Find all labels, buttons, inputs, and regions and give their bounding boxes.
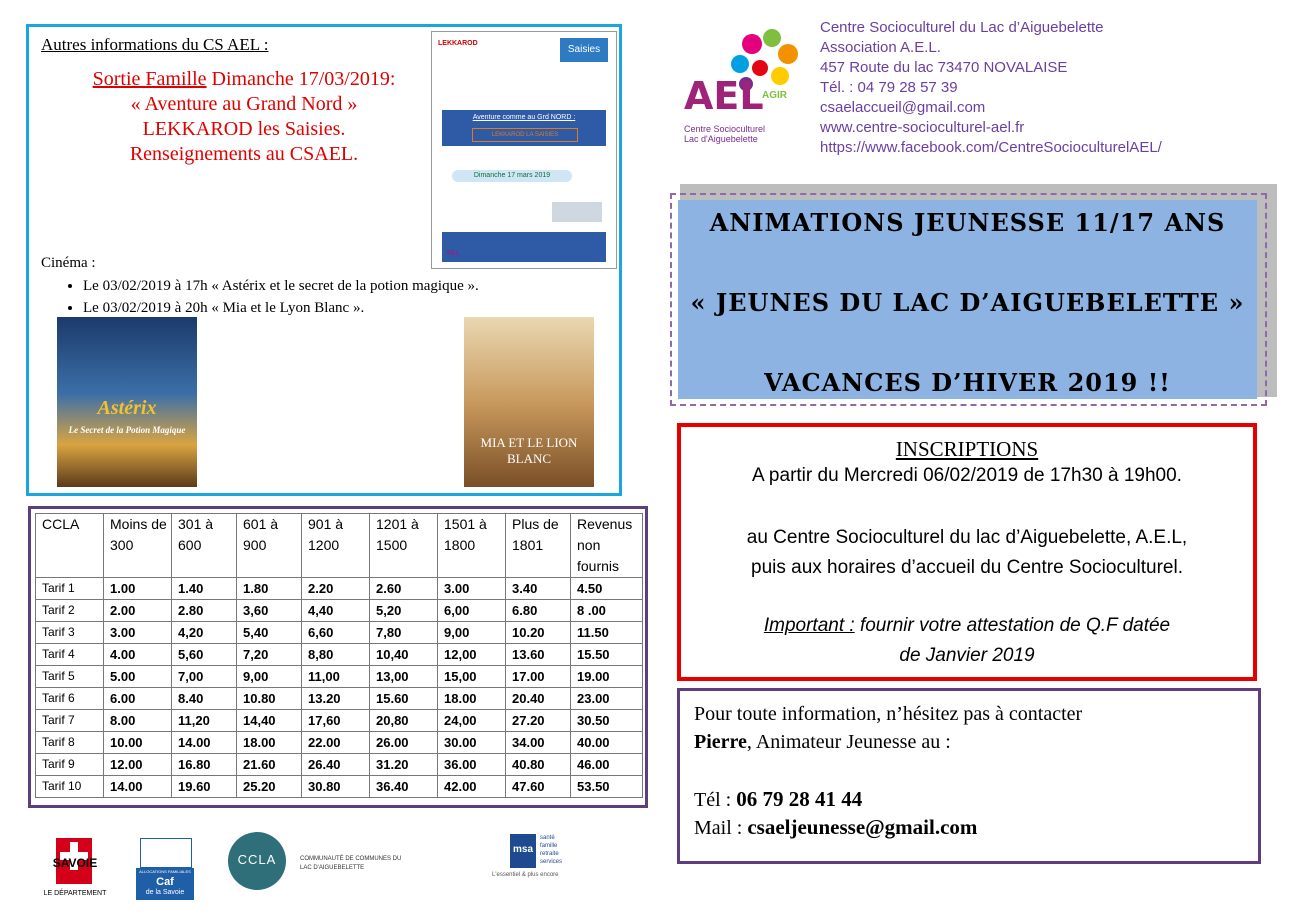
org-phone: Tél. : 04 79 28 57 39: [820, 79, 958, 96]
ccla-line-2: LAC D'AIGUEBELETTE: [300, 865, 365, 871]
msa-word: services: [540, 859, 563, 865]
tarif-cell: 6.00: [104, 688, 172, 710]
tarif-cell: 10,40: [370, 644, 438, 666]
tarif-label: Tarif 9: [36, 754, 104, 776]
table-row: [36, 578, 643, 600]
tarif-cell: 5,20: [370, 600, 438, 622]
inscriptions-hours: puis aux horaires d’accueil du Centre Socioculturel.: [751, 557, 1183, 578]
tel-label: Tél :: [694, 789, 737, 811]
tarif-cell: 13,00: [370, 666, 438, 688]
tarif-cell: 1.00: [104, 578, 172, 600]
tarif-cell: 4,40: [302, 600, 370, 622]
tarif-label: Tarif 5: [36, 666, 104, 688]
tarif-label: Tarif 7: [36, 710, 104, 732]
ael-logo-sub-2: Lac d'Aiguebelette: [684, 134, 758, 144]
tarif-cell: 5,40: [237, 622, 302, 644]
sortie-famille: [29, 67, 459, 167]
tarif-cell: 15.60: [370, 688, 438, 710]
tarif-cell: 10.20: [506, 622, 571, 644]
tarif-cell: 26.00: [370, 732, 438, 754]
tarif-cell: 16.80: [172, 754, 237, 776]
tarif-cell: 14,40: [237, 710, 302, 732]
tarif-cell: 3.40: [506, 578, 571, 600]
table-header-row: [36, 514, 643, 578]
ael-logo-sub-1: Centre Socioculturel: [684, 124, 766, 134]
tarif-label: Tarif 4: [36, 644, 104, 666]
msa-word: santé: [540, 835, 555, 841]
tarif-cell: 12.00: [104, 754, 172, 776]
tarif-cell: 40.00: [571, 732, 643, 754]
column-header: CCLA: [36, 514, 104, 578]
tarif-cell: 2.20: [302, 578, 370, 600]
msa-name: msa: [512, 844, 533, 855]
asterix-poster: [57, 317, 197, 487]
ccla-logo: [228, 832, 428, 892]
org-name: Centre Socioculturel du Lac d’Aiguebelette: [820, 19, 1104, 36]
tarif-label: Tarif 6: [36, 688, 104, 710]
flyer-sled-photo: [552, 202, 602, 222]
tarif-cell: 17,60: [302, 710, 370, 732]
animations-period: VACANCES D’HIVER 2019 !!: [764, 368, 1171, 397]
tarif-cell: 40.80: [506, 754, 571, 776]
org-email[interactable]: csaelaccueil@gmail.com: [820, 99, 986, 116]
tarif-cell: 18.00: [237, 732, 302, 754]
tarif-cell: 11,20: [172, 710, 237, 732]
tarif-label: Tarif 2: [36, 600, 104, 622]
tarif-cell: 7,20: [237, 644, 302, 666]
tarif-cell: 2.80: [172, 600, 237, 622]
animations-title: ANIMATIONS JEUNESSE 11/17 ANS: [709, 208, 1226, 237]
tarif-cell: 4.00: [104, 644, 172, 666]
savoie-subtitle: LE DÉPARTEMENT: [43, 890, 107, 897]
flyer-header-band: [442, 110, 606, 146]
tarif-cell: 18.00: [438, 688, 506, 710]
tarif-cell: 36.40: [370, 776, 438, 798]
flyer-headline: Aventure comme au Grd NORD :: [472, 114, 576, 121]
msa-word: famille: [540, 843, 558, 849]
tarif-cell: 15.50: [571, 644, 643, 666]
savoie-logo: [44, 838, 106, 900]
organization-info: [820, 18, 1162, 158]
ccla-acronym: CCLA: [237, 852, 277, 867]
cinema-item: • Le 03/02/2019 à 17h « Astérix et le secret de la potion magique ».: [83, 275, 479, 297]
ael-logo-text: AEL: [684, 74, 764, 118]
org-facebook[interactable]: https://www.facebook.com/CentreSocioculturelAEL/: [820, 139, 1162, 156]
tarif-table: [35, 513, 643, 798]
org-address: 457 Route du lac 73470 NOVALAISE: [820, 59, 1068, 76]
tarif-cell: 9,00: [438, 622, 506, 644]
table-row: [36, 688, 643, 710]
column-header: 901 à 1200: [302, 514, 370, 578]
mail-value[interactable]: csaeljeunesse@gmail.com: [747, 815, 978, 839]
org-website[interactable]: www.centre-socioculturel-ael.fr: [820, 119, 1025, 136]
tarif-cell: 23.00: [571, 688, 643, 710]
tarif-cell: 6.80: [506, 600, 571, 622]
tarif-cell: 13.60: [506, 644, 571, 666]
sortie-line-1: « Aventure au Grand Nord »: [130, 93, 358, 115]
ael-logo-agir: AGIR: [762, 90, 787, 101]
tarif-cell: 3.00: [104, 622, 172, 644]
savoie-name: SAVOIE: [52, 856, 98, 870]
table-row: [36, 754, 643, 776]
poster1-subtitle: Le Secret de la Potion Magique: [68, 425, 186, 435]
tarif-cell: 12,00: [438, 644, 506, 666]
tarif-cell: 4,20: [172, 622, 237, 644]
tarif-cell: 30.00: [438, 732, 506, 754]
inscriptions-title: INSCRIPTIONS: [895, 437, 1039, 461]
poster1-title: Astérix: [97, 397, 157, 419]
tarif-cell: 10.80: [237, 688, 302, 710]
tel-value: 06 79 28 41 44: [736, 787, 863, 811]
tarif-cell: 19.00: [571, 666, 643, 688]
table-row: [36, 622, 643, 644]
caf-family-icon: [140, 838, 192, 868]
column-header: 1501 à 1800: [438, 514, 506, 578]
caf-logo: [136, 838, 194, 900]
tarif-cell: 2.00: [104, 600, 172, 622]
table-row: [36, 776, 643, 798]
tarif-cell: 31.20: [370, 754, 438, 776]
inscriptions-place: au Centre Socioculturel du lac d’Aiguebelette, A.E.L,: [746, 527, 1188, 548]
flyer-ael-logo: AEL: [446, 250, 460, 257]
caf-name: Caf: [156, 876, 174, 888]
tarif-cell: 24,00: [438, 710, 506, 732]
tarif-cell: 46.00: [571, 754, 643, 776]
column-header: 301 à 600: [172, 514, 237, 578]
mail-label: Mail :: [694, 817, 748, 839]
tarif-cell: 30.50: [571, 710, 643, 732]
tarif-cell: 7,00: [172, 666, 237, 688]
flyer-date: Dimanche 17 mars 2019: [452, 170, 572, 182]
column-header: 1201 à 1500: [370, 514, 438, 578]
contact-person: [694, 731, 951, 754]
tarif-label: Tarif 3: [36, 622, 104, 644]
tarif-cell: 19.60: [172, 776, 237, 798]
column-header: Revenus non fournis: [571, 514, 643, 578]
flyer-brand-right: Saisies: [560, 38, 608, 62]
ccla-circle-icon: [228, 832, 286, 890]
animations-group: « JEUNES DU LAC D’AIGUEBELETTE »: [690, 288, 1245, 317]
contact-name: Pierre: [694, 731, 747, 753]
tarif-cell: 8 .00: [571, 600, 643, 622]
info-title: Autres informations du CS AEL :: [41, 35, 269, 54]
tarif-cell: 20.40: [506, 688, 571, 710]
tarif-cell: 11,00: [302, 666, 370, 688]
important-line-2: de Janvier 2019: [899, 645, 1035, 666]
contact-role: , Animateur Jeunesse au :: [746, 731, 951, 753]
tarif-cell: 30.80: [302, 776, 370, 798]
msa-tagline: L'essentiel & plus encore: [492, 872, 559, 878]
important-text: fournir votre attestation de Q.F datée: [854, 615, 1171, 636]
tarif-cell: 9,00: [237, 666, 302, 688]
tarif-table-body: [36, 578, 643, 798]
tarif-label: Tarif 8: [36, 732, 104, 754]
poster2-title: MIA ET LE LION BLANC: [480, 435, 578, 466]
column-header: Moins de 300: [104, 514, 172, 578]
tarif-cell: 6,00: [438, 600, 506, 622]
inscriptions-box: [677, 423, 1257, 681]
tarif-cell: 4.50: [571, 578, 643, 600]
ccla-line-1: COMMUNAUTÉ DE COMMUNES DU: [300, 856, 402, 862]
tarif-cell: 36.00: [438, 754, 506, 776]
sortie-date: Dimanche 17/03/2019:: [206, 68, 396, 90]
sortie-label: Sortie Famille: [92, 68, 207, 90]
tarif-cell: 6,60: [302, 622, 370, 644]
tarif-cell: 7,80: [370, 622, 438, 644]
flyer-subline: LEKKAROD LA SAISIES: [472, 128, 578, 142]
org-association: Association A.E.L.: [820, 39, 941, 56]
ael-logo: [680, 24, 810, 154]
tarif-cell: 42.00: [438, 776, 506, 798]
mia-poster: [464, 317, 594, 487]
table-row: [36, 644, 643, 666]
table-row: [36, 710, 643, 732]
tarif-cell: 2.60: [370, 578, 438, 600]
tarif-label: Tarif 1: [36, 578, 104, 600]
table-row: [36, 600, 643, 622]
tarif-cell: 20,80: [370, 710, 438, 732]
tarif-cell: 8.00: [104, 710, 172, 732]
tarif-cell: 3,60: [237, 600, 302, 622]
tarif-cell: 22.00: [302, 732, 370, 754]
column-header: Plus de 1801: [506, 514, 571, 578]
contact-phone: [694, 787, 862, 812]
tarif-cell: 53.50: [571, 776, 643, 798]
tarif-cell: 17.00: [506, 666, 571, 688]
tarif-cell: 5.00: [104, 666, 172, 688]
tarif-label: Tarif 10: [36, 776, 104, 798]
tarif-cell: 15,00: [438, 666, 506, 688]
caf-allocations: ALLOCATIONS FAMILIALES: [139, 869, 191, 874]
tarif-cell: 10.00: [104, 732, 172, 754]
tarif-cell: 21.60: [237, 754, 302, 776]
inscriptions-date: A partir du Mercredi 06/02/2019 de 17h30 à 19h00.: [752, 465, 1182, 486]
sortie-line-3: Renseignements au CSAEL.: [129, 143, 359, 165]
flyer-footer-band: [442, 232, 606, 262]
tarif-cell: 34.00: [506, 732, 571, 754]
tarif-cell: 3.00: [438, 578, 506, 600]
tarif-cell: 13.20: [302, 688, 370, 710]
tarif-cell: 27.20: [506, 710, 571, 732]
tarif-cell: 8,80: [302, 644, 370, 666]
info-box: [26, 24, 622, 496]
tarif-cell: 14.00: [172, 732, 237, 754]
cinema-list: [65, 275, 479, 319]
tarif-cell: 11.50: [571, 622, 643, 644]
tarif-cell: 47.60: [506, 776, 571, 798]
important-label: Important :: [763, 615, 855, 636]
tarif-cell: 1.40: [172, 578, 237, 600]
tarif-cell: 1.80: [237, 578, 302, 600]
sortie-line-2: LEKKAROD les Saisies.: [142, 118, 346, 140]
tarif-table-box: [28, 506, 648, 808]
cinema-item: • Le 03/02/2019 à 20h « Mia et le Lyon Blanc ».: [83, 297, 479, 319]
contact-intro: Pour toute information, n’hésitez pas à contacter: [694, 703, 1083, 725]
tarif-cell: 5,60: [172, 644, 237, 666]
flyer-brand-left: LEKKAROD: [438, 40, 488, 60]
msa-word: retraite: [540, 851, 559, 857]
tarif-cell: 26.40: [302, 754, 370, 776]
table-row: [36, 732, 643, 754]
contact-box: [677, 688, 1261, 864]
cinema-title: Cinéma :: [41, 255, 96, 271]
caf-subtitle: de la Savoie: [145, 889, 185, 896]
animations-box: [678, 200, 1257, 399]
tarif-cell: 25.20: [237, 776, 302, 798]
msa-logo: [492, 834, 582, 884]
tarif-cell: 14.00: [104, 776, 172, 798]
inscriptions-important: [681, 615, 1253, 637]
table-row: [36, 666, 643, 688]
sortie-flyer: [431, 31, 617, 269]
contact-mail: [694, 815, 977, 840]
tarif-cell: 8.40: [172, 688, 237, 710]
msa-block-icon: [510, 834, 536, 868]
column-header: 601 à 900: [237, 514, 302, 578]
msa-words: [540, 834, 562, 866]
